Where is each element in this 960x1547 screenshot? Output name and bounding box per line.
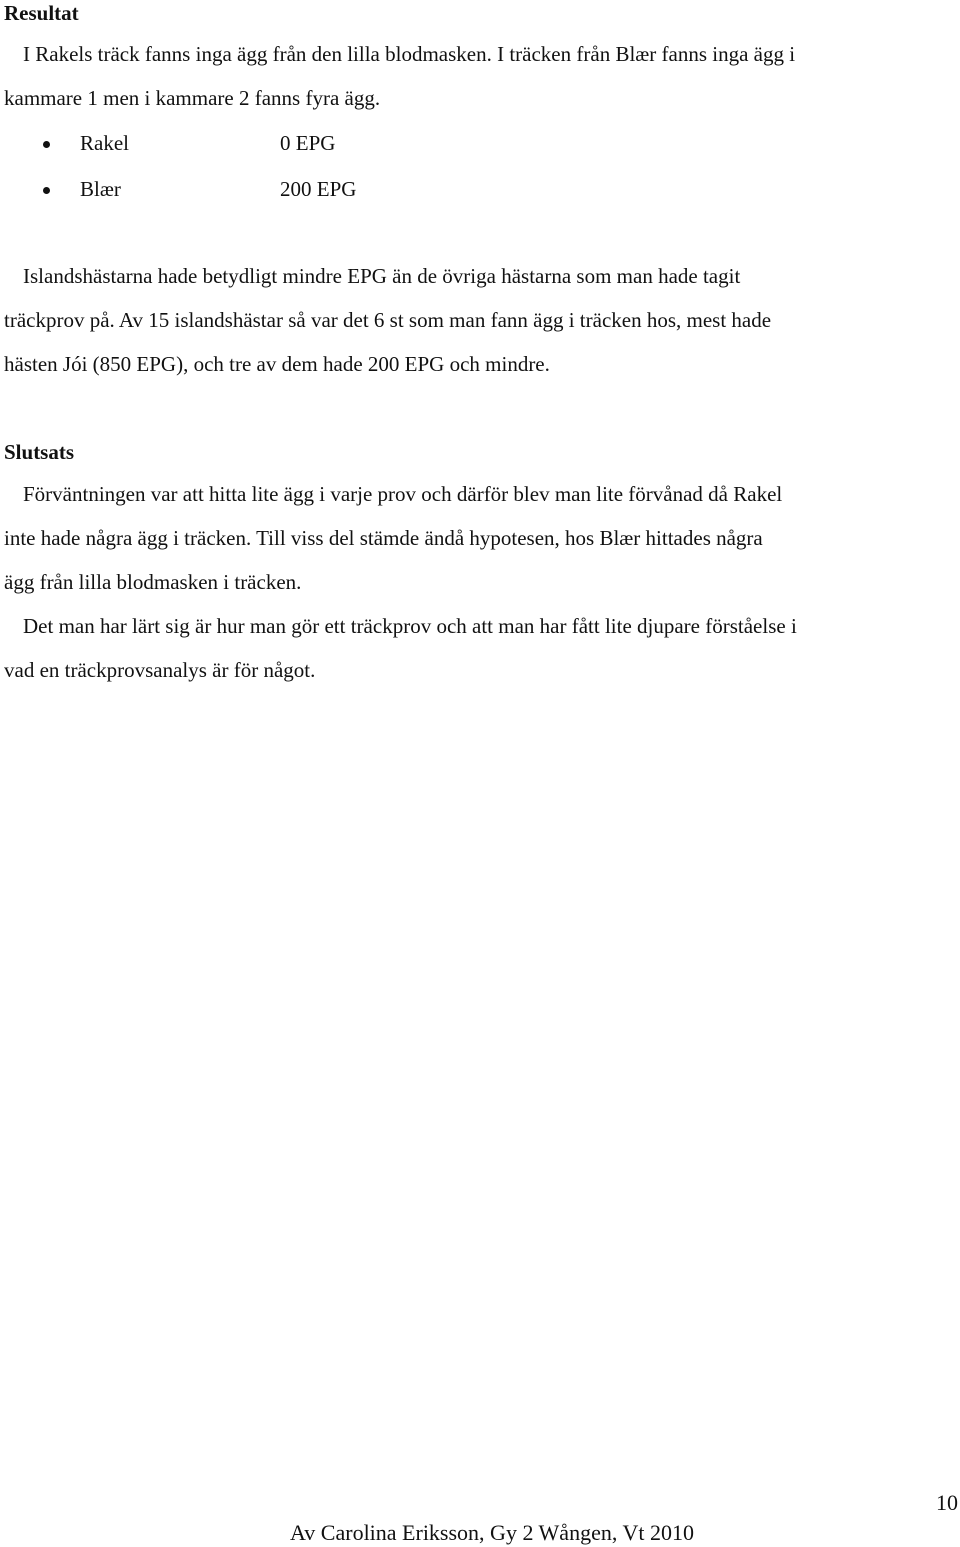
bullet-dot-icon (43, 187, 50, 194)
text-line: I Rakels träck fanns inga ägg från den lilla blodmasken. I träcken från Blær fanns inga ägg i (23, 42, 796, 66)
text-line: kammare 1 men i kammare 2 fanns fyra ägg. (4, 86, 381, 110)
slutsats-paragraph-2 (4, 604, 956, 692)
text-line: Förväntningen var att hitta lite ägg i varje prov och därför blev man lite förvånad då Rakel (23, 482, 783, 506)
text-line: inte hade några ägg i träcken. Till viss del stämde ändå hypotesen, hos Blær hittades några (4, 526, 763, 550)
text-line: hästen Jói (850 EPG), och tre av dem hade 200 EPG och mindre. (4, 352, 550, 376)
resultat-comparison-paragraph (4, 254, 956, 386)
text-line: vad en träckprovsanalys är för något. (4, 658, 316, 682)
horse-name: Blær (80, 177, 121, 201)
epg-value: 0 EPG (280, 131, 336, 155)
page-number: 10 (936, 1490, 958, 1515)
bullet-dot-icon (43, 141, 50, 148)
text-line: ägg från lilla blodmasken i träcken. (4, 570, 302, 594)
text-line: träckprov på. Av 15 islandshästar så var det 6 st som man fann ägg i träcken hos, mest hade (4, 308, 772, 332)
page-footer: Av Carolina Eriksson, Gy 2 Wången, Vt 2010 (290, 1520, 694, 1545)
slutsats-paragraph-1 (4, 472, 956, 604)
horse-name: Rakel (80, 131, 129, 155)
resultat-intro-paragraph (4, 32, 956, 120)
resultat-heading: Resultat (4, 1, 79, 25)
epg-value: 200 EPG (280, 177, 357, 201)
slutsats-heading: Slutsats (4, 440, 75, 464)
text-line: Islandshästarna hade betydligt mindre EPG än de övriga hästarna som man hade tagit (23, 264, 741, 288)
text-line: Det man har lärt sig är hur man gör ett träckprov och att man har fått lite djupare förståelse i (23, 614, 797, 638)
